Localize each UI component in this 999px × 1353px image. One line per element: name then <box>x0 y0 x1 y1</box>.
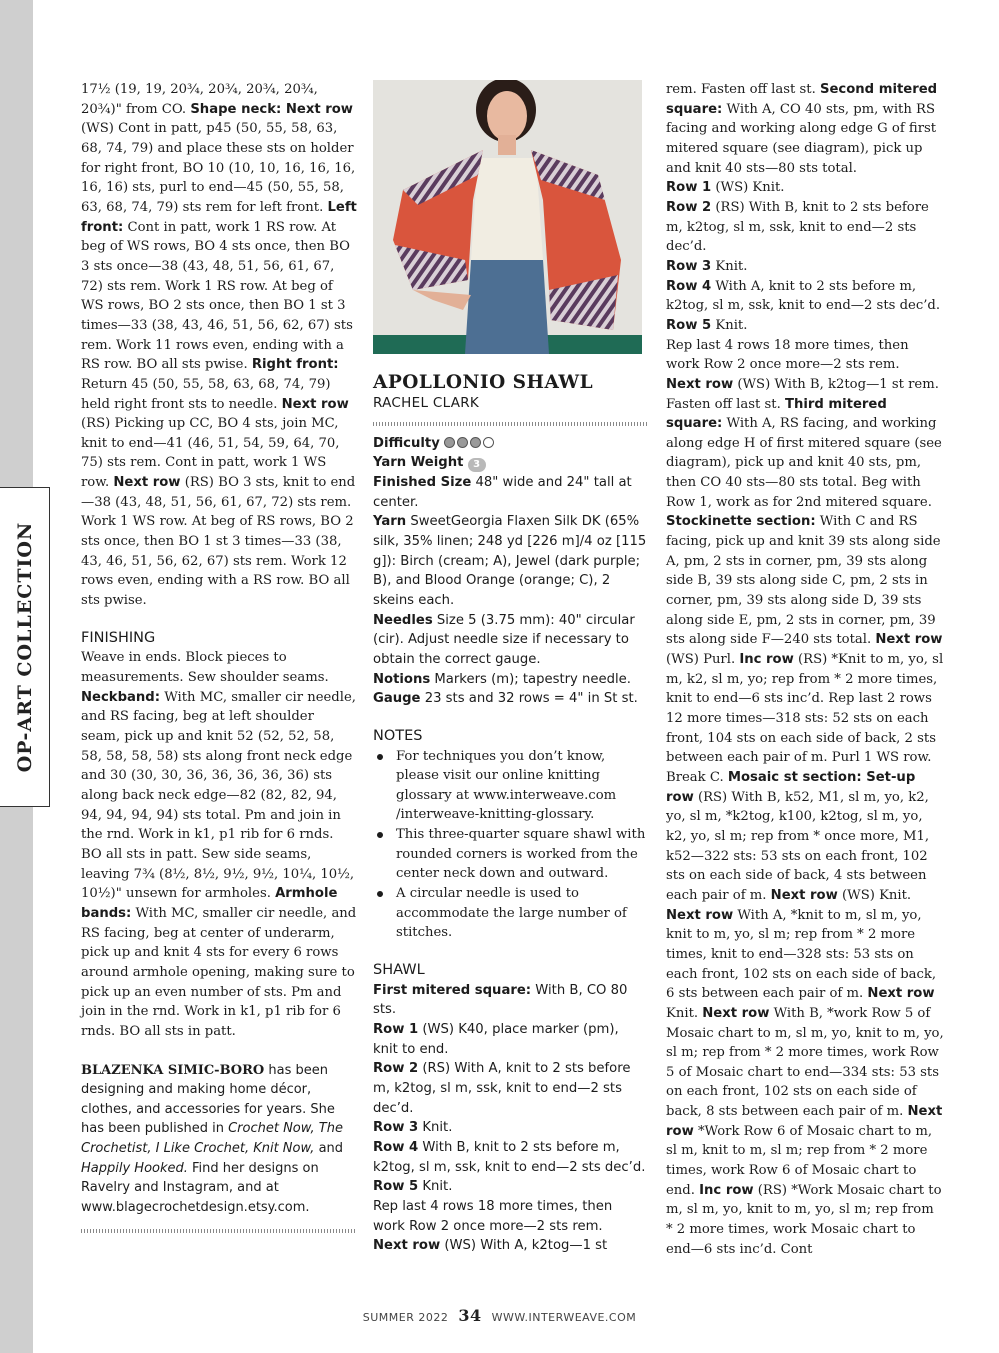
difficulty-dot-empty <box>483 437 494 448</box>
shawl-photo <box>373 80 642 354</box>
third-square-paragraph: Next row (WS) With B, k2tog—1 st rem. Fasten off last st. Third mitered square: With A, RS facing, and working along edge H of first mitered square (see diagram), pick up and knit 40 sts, pm, then CO 40 sts—80 sts total. Beg with Row 1, work as for 2nd mitered square. <box>666 376 942 510</box>
column-1 <box>81 80 357 1233</box>
column-2 <box>373 80 647 1256</box>
repeat-instruction: Rep last 4 rows 18 more times, then work Row 2 once more—2 sts rem. <box>666 337 909 373</box>
page-number: 34 <box>458 1306 482 1325</box>
section-tab-label: OP-ART COLLECTION <box>14 521 36 773</box>
row-instruction: Row 3 Knit. <box>666 258 748 274</box>
notes-list <box>373 747 647 944</box>
shawl-heading: SHAWL <box>373 962 425 979</box>
column-3 <box>666 80 944 1259</box>
list-item: For techniques you don’t know, please visit our online knitting glossary at www.interweave.com /interweave-knitting-glossary. <box>373 747 647 826</box>
row-instruction: Row 3 Knit. <box>373 1120 453 1136</box>
dotted-divider <box>373 422 647 426</box>
row-instruction: Next row (WS) With A, k2tog—1 st <box>373 1238 608 1254</box>
finishing-heading: FINISHING <box>81 629 156 646</box>
notes-heading: NOTES <box>373 727 423 744</box>
designer-bio: BLAZENKA SIMIC-BORO has been designing and making home décor, clothes, and accessories for years. She has been published in Crochet Now, The Crochetist, I Like Crochet, Knit Now, and Happily Hooked. Find her designs on Ravelry and Instagram, and at www.blagecrochetdesign.etsy.com. <box>81 1062 344 1216</box>
row-instruction: Row 2 (RS) With B, knit to 2 sts before m, k2tog, sl m, ssk, knit to end—2 sts dec’d. <box>666 199 929 255</box>
row-instruction: Row 4 With A, knit to 2 sts before m, k2tog, sl m, ssk, knit to end—2 sts dec’d. <box>666 278 941 314</box>
difficulty-rating <box>444 436 496 451</box>
list-item: This three-quarter square shawl with rounded corners is worked from the center neck down and outward. <box>373 825 647 884</box>
yarn-weight-row: Yarn Weight 3 <box>373 453 647 473</box>
row-instruction: Row 4 With B, knit to 2 sts before m, k2tog, sl m, ssk, knit to end—2 sts dec’d. <box>373 1139 646 1175</box>
finishing-paragraph: Weave in ends. Block pieces to measurements. Sew shoulder seams. Neckband: With MC, smaller cir needle, and RS facing, beg at left shoulder seam, pick up and knit 52 (52, 52, 58, 58, 58, 58, 58) sts along front neck edge and 30 (30, 30, 36, 36, 36, 36, 36) sts along back neck edge—82 (82, 82, 94, 94, 94, 94, 94) sts total. Pm and join in the rnd. Work in k1, p1 rib for 6 rnds. BO all sts in patt. Sew side seams, leaving 7¾ (8½, 8½, 9½, 9½, 10¼, 10½, 10½)" unsewn for armholes. Armhole bands: With MC, smaller cir needle, and RS facing, beg at center of underarm, pick up and knit 4 sts for every 6 rows around armhole opening, making sure to pick up an even number of sts. Pm and join in the rnd. Work in k1, p1 rib for 6 rnds. BO all sts in patt. <box>81 650 357 1039</box>
difficulty-row: Difficulty <box>373 434 647 454</box>
repeat-instruction: Rep last 4 rows 18 more times, then work Row 2 once more—2 sts rem. <box>373 1198 613 1234</box>
row-instruction: Row 2 (RS) With A, knit to 2 sts before m, k2tog, sl m, ssk, knit to end—2 sts dec’d. <box>373 1061 631 1116</box>
page-footer <box>0 1306 999 1325</box>
row-instruction: Row 5 Knit. <box>373 1179 453 1195</box>
difficulty-dot-filled <box>457 437 468 448</box>
row-instruction: Row 1 (WS) K40, place marker (pm), knit to end. <box>373 1022 619 1057</box>
row-instruction: Row 1 (WS) Knit. <box>666 180 785 196</box>
needles-row: Needles Size 5 (3.75 mm): 40" circular (cir). Adjust needle size if necessary to obtain the correct gauge. <box>373 612 635 667</box>
second-square-paragraph: rem. Fasten off last st. Second mitered square: With A, CO 40 sts, pm, with RS facing and working along edge G of first mitered square (see diagram), pick up and knit 40 sts—80 sts total. <box>666 82 938 176</box>
shawl-instructions: First mitered square: With B, CO 80 sts. <box>373 982 628 1018</box>
row-instruction: Row 5 Knit. <box>666 317 748 333</box>
stockinette-paragraph: Stockinette section: With C and RS facing, pick up and knit 39 sts along side A, pm, 2 sts in corner, pm, 39 sts along side B, 39 sts along side C, pm, 2 sts in corner, pm, 39 sts along side D, 39 sts along side E, pm, 2 sts in corner, pm, 39 sts along side F—240 sts total. Next row (WS) Purl. Inc row (RS) *Knit to m, yo, sl m, k2, sl m, yo; rep from * 2 more times, knit to end—6 sts inc’d. Rep last 2 rows 12 more times—318 sts: 52 sts on each front, 104 sts on each side of back, 2 sts between each pair of m. Purl 1 WS row. Break C. Mosaic st section: Set-up row (RS) With B, k52, M1, sl m, yo, k2, yo, sl m, *k2tog, k100, k2tog, sl m, yo, k2, yo, sl m; rep from * once more, M1, k52—322 sts: 53 sts on each front, 102 sts on each side of back, 4 sts between each pair of m. Next row (WS) Knit. Next row With A, *knit to m, sl m, yo, knit to m, yo, sl m; rep from * 2 more times, knit to end—328 sts: 53 sts on each front, 102 sts on each side of back, 6 sts between each pair of m. Next row Knit. Next row With B, *work Row 5 of Mosaic chart to m, sl m, yo, knit to m, yo, sl m; rep from * 2 more times, work Row 5 of Mosaic chart to end—334 sts: 53 sts on each front, 102 sts on each side of back, 8 sts between each pair of m. Next row *Work Row 6 of Mosaic chart to m, sl m, knit to m, sl m; rep from * 2 more times, work Row 6 of Mosaic chart to end. Inc row (RS) *Work Mosaic chart to m, sl m, yo, knit to m, yo, sl m; rep from * 2 more times, work Mosaic chart to end—6 sts inc’d. Cont <box>666 514 944 1257</box>
model-wearing-shawl-image <box>373 80 642 354</box>
shape-neck-paragraph: 17½ (19, 19, 20¾, 20¾, 20¾, 20¾, 20¾)" from CO. Shape neck: Next row (WS) Cont in patt, p45 (50, 55, 58, 63, 68, 74, 79) and place these sts on holder for right front, BO 10 (10, 10, 16, 16, 16, 16, 16) sts, purl to end—45 (50, 55, 58, 63, 68, 74, 79) sts rem for left front. Left front: Cont in patt, work 1 RS row. At beg of WS rows, BO 4 sts once, then BO 3 sts once—38 (43, 48, 51, 56, 61, 67, 72) sts rem. Work 1 RS row. At beg of WS rows, BO 2 sts once, then BO 1 st 3 times—33 (38, 43, 46, 51, 56, 62, 67) sts rem. Work 11 rows even, ending with a RS row. BO all sts pwise. Right front: Return 45 (50, 55, 58, 63, 68, 74, 79) held right front sts to needle. Next row (RS) Picking up CC, BO 4 sts, join MC, knit to end—41 (46, 51, 54, 59, 64, 70, 75) sts rem. Cont in patt, work 1 WS row. Next row (RS) BO 3 sts, knit to end—38 (43, 48, 51, 56, 61, 67, 72) sts rem. Work 1 WS row. At beg of RS rows, BO 2 sts once, then BO 1 st 3 times—33 (38, 43, 46, 51, 56, 62, 67) sts rem. Work 12 rows even, ending with a RS row. BO all sts pwise. <box>81 82 357 609</box>
dotted-divider <box>81 1229 357 1233</box>
yarn-row: Yarn SweetGeorgia Flaxen Silk DK (65% silk, 35% linen; 248 yd [226 m]/4 oz [115 g]): Birch (cream; A), Jewel (dark purple; B), and Blood Orange (orange; C), 2 skeins each. <box>373 514 647 608</box>
yarn-weight-icon: 3 <box>468 458 486 472</box>
pattern-title: APOLLONIO SHAWL <box>373 372 594 393</box>
finished-size-row: Finished Size 48" wide and 24" tall at center. <box>373 474 632 510</box>
notions-row: Notions Markers (m); tapestry needle. <box>373 671 631 687</box>
website-label: WWW.INTERWEAVE.COM <box>491 1311 637 1324</box>
pattern-author: RACHEL CLARK <box>373 395 480 411</box>
difficulty-dot-filled <box>444 437 455 448</box>
difficulty-dot-filled <box>470 437 481 448</box>
issue-label: SUMMER 2022 <box>362 1311 449 1324</box>
gauge-row: Gauge 23 sts and 32 rows = 4" in St st. <box>373 691 638 707</box>
list-item: A circular needle is used to accommodate the large number of stitches. <box>373 884 647 943</box>
